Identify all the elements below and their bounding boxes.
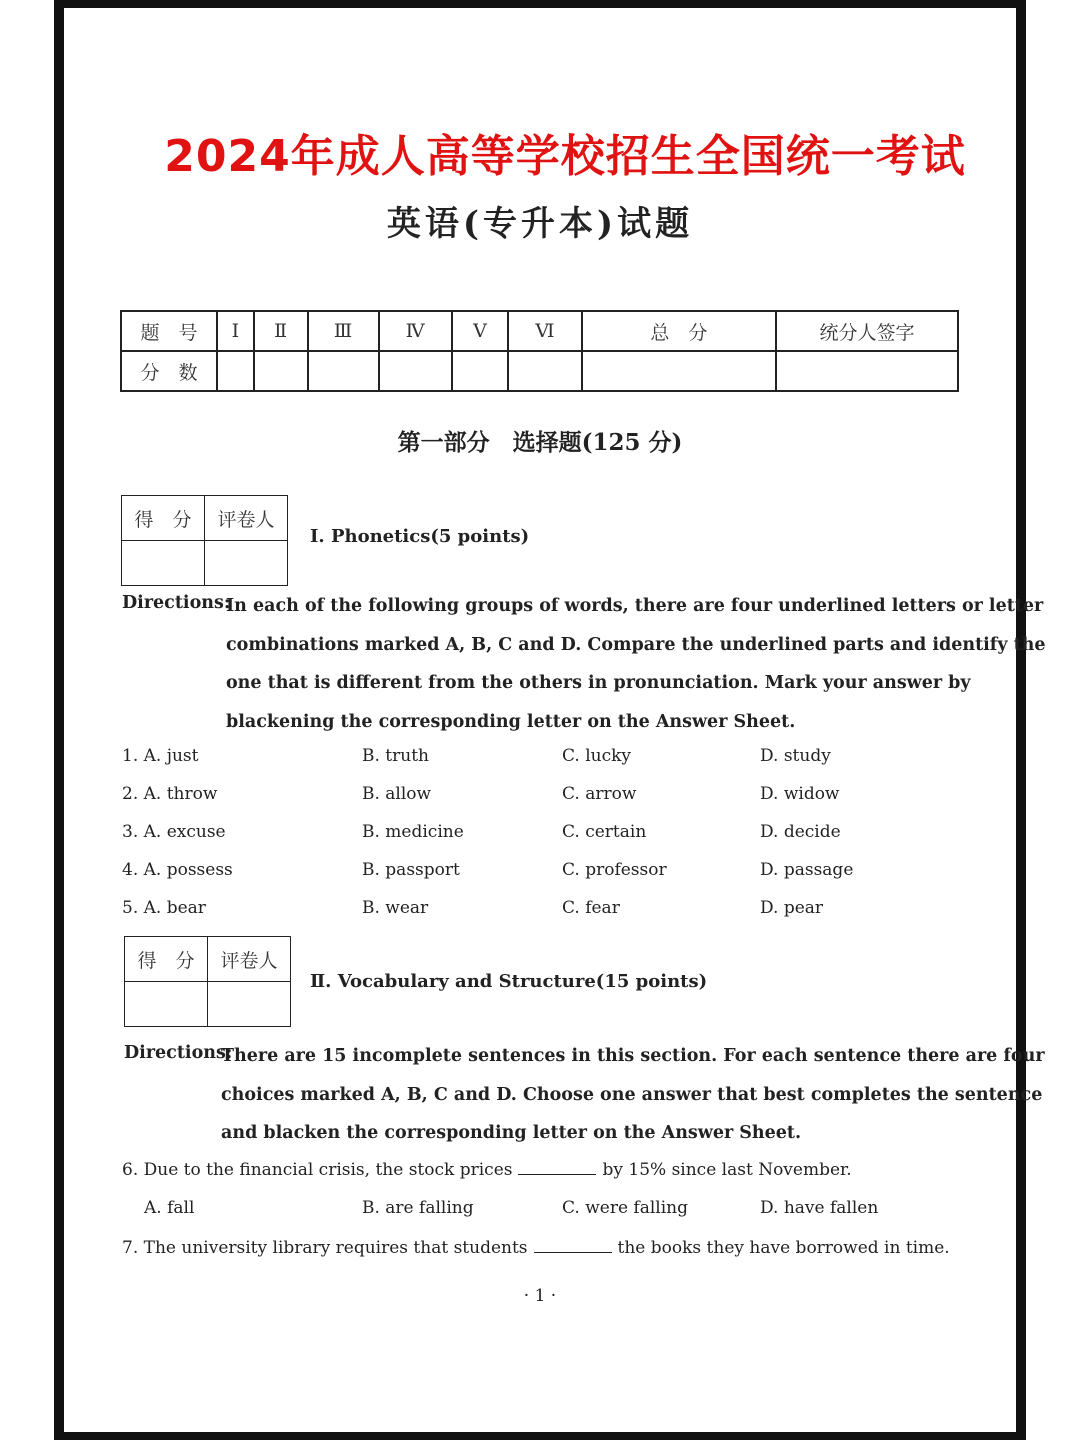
option-b: B. passport bbox=[362, 860, 460, 880]
grader-box-score-label: 得 分 bbox=[125, 937, 208, 982]
question-row bbox=[122, 898, 962, 928]
grader-box-score-cell[interactable] bbox=[125, 982, 208, 1027]
question-row bbox=[122, 860, 962, 890]
score-cell-section-2: Ⅱ bbox=[254, 311, 308, 351]
part-title: 第一部分 选择题(125 分) bbox=[397, 429, 683, 456]
score-cell-label: 题 号 bbox=[121, 311, 217, 351]
option-d: D. widow bbox=[760, 784, 840, 804]
option-c: C. professor bbox=[562, 860, 667, 880]
score-input-cell[interactable] bbox=[254, 351, 308, 391]
grader-box-section-1 bbox=[121, 495, 288, 586]
question-6-stem-end: by 15% since last November. bbox=[602, 1160, 852, 1180]
grader-box-grader-cell[interactable] bbox=[208, 982, 291, 1027]
option-b: B. are falling bbox=[362, 1198, 474, 1218]
option-d: D. study bbox=[760, 746, 831, 766]
option-c: C. fear bbox=[562, 898, 620, 918]
grader-box-grader-cell[interactable] bbox=[205, 541, 288, 586]
score-cell-section-1: Ⅰ bbox=[217, 311, 254, 351]
score-row-label: 分 数 bbox=[121, 351, 217, 391]
score-input-cell[interactable] bbox=[217, 351, 254, 391]
option-d: D. pear bbox=[760, 898, 824, 918]
score-cell-section-6: Ⅵ bbox=[508, 311, 582, 351]
grader-box-grader-label: 评卷人 bbox=[208, 937, 291, 982]
question-row bbox=[122, 784, 962, 814]
directions-text bbox=[221, 1037, 1045, 1153]
score-cell-section-5: Ⅴ bbox=[452, 311, 508, 351]
directions-label: Directions: bbox=[122, 593, 231, 613]
option-c: C. certain bbox=[562, 822, 647, 842]
option-b: B. wear bbox=[362, 898, 429, 918]
grader-box-grader-label: 评卷人 bbox=[205, 496, 288, 541]
option-a: 3. A. excuse bbox=[122, 822, 226, 842]
grader-box-section-2 bbox=[124, 936, 291, 1027]
section-2-directions bbox=[124, 1037, 1045, 1153]
section-1-heading: Ⅰ. Phonetics(5 points) bbox=[310, 526, 530, 547]
directions-line: choices marked A, B, C and D. Choose one answer that best completes the sentence bbox=[221, 1084, 1043, 1105]
question-6-stem bbox=[122, 1160, 852, 1180]
option-b: B. allow bbox=[362, 784, 432, 804]
directions-line: In each of the following groups of words, there are four underlined letters or letter bbox=[226, 596, 1044, 616]
directions-text bbox=[226, 587, 1046, 741]
score-cell-signature: 统分人签字 bbox=[776, 311, 958, 351]
score-cell-section-4: Ⅳ bbox=[379, 311, 452, 351]
score-input-cell[interactable] bbox=[379, 351, 452, 391]
directions-line: blackening the corresponding letter on the Answer Sheet. bbox=[226, 711, 796, 732]
section-2-heading: Ⅱ. Vocabulary and Structure(15 points) bbox=[310, 971, 708, 992]
option-c: C. arrow bbox=[562, 784, 637, 804]
grader-box-score-label: 得 分 bbox=[122, 496, 205, 541]
page-number: · 1 · bbox=[523, 1286, 557, 1306]
option-b: B. truth bbox=[362, 746, 429, 766]
option-d: D. decide bbox=[760, 822, 841, 842]
question-row bbox=[122, 822, 962, 852]
score-cell-total: 总 分 bbox=[582, 311, 776, 351]
question-7-stem bbox=[122, 1238, 950, 1258]
score-table-value-row bbox=[121, 351, 958, 391]
score-input-cell[interactable] bbox=[582, 351, 776, 391]
question-6-options bbox=[122, 1198, 962, 1228]
exam-subtitle: 英语(专升本)试题 bbox=[386, 204, 694, 244]
question-7-stem-start: 7. The university library requires that students bbox=[122, 1238, 528, 1258]
option-a: 2. A. throw bbox=[122, 784, 218, 804]
answer-blank bbox=[518, 1174, 596, 1175]
option-a: 4. A. possess bbox=[122, 860, 233, 880]
option-a: 1. A. just bbox=[122, 746, 199, 766]
directions-line: There are 15 incomplete sentences in this section. For each sentence there are four bbox=[221, 1046, 1045, 1066]
directions-line: one that is different from the others in pronunciation. Mark your answer by bbox=[226, 673, 971, 693]
question-row bbox=[122, 746, 962, 776]
score-input-cell[interactable] bbox=[776, 351, 958, 391]
directions-line: combinations marked A, B, C and D. Compare the underlined parts and identify the bbox=[226, 634, 1046, 655]
option-d: D. passage bbox=[760, 860, 854, 880]
option-a: A. fall bbox=[144, 1198, 195, 1218]
question-7-stem-end: the books they have borrowed in time. bbox=[617, 1238, 950, 1258]
score-cell-section-3: Ⅲ bbox=[308, 311, 379, 351]
answer-blank bbox=[534, 1252, 612, 1253]
directions-label: Directions: bbox=[124, 1043, 233, 1063]
score-table bbox=[120, 310, 959, 392]
section-1-directions bbox=[122, 587, 1046, 741]
exam-title: 2024年成人高等学校招生全国统一考试 bbox=[164, 131, 966, 182]
option-b: B. medicine bbox=[362, 822, 464, 842]
option-c: C. were falling bbox=[562, 1198, 688, 1218]
grader-box-score-cell[interactable] bbox=[122, 541, 205, 586]
question-6-stem-start: 6. Due to the financial crisis, the stock prices bbox=[122, 1160, 513, 1180]
score-input-cell[interactable] bbox=[308, 351, 379, 391]
score-table-header-row bbox=[121, 311, 958, 351]
score-input-cell[interactable] bbox=[452, 351, 508, 391]
option-c: C. lucky bbox=[562, 746, 632, 766]
option-a: 5. A. bear bbox=[122, 898, 206, 918]
directions-line: and blacken the corresponding letter on the Answer Sheet. bbox=[221, 1123, 802, 1143]
score-input-cell[interactable] bbox=[508, 351, 582, 391]
option-d: D. have fallen bbox=[760, 1198, 879, 1218]
